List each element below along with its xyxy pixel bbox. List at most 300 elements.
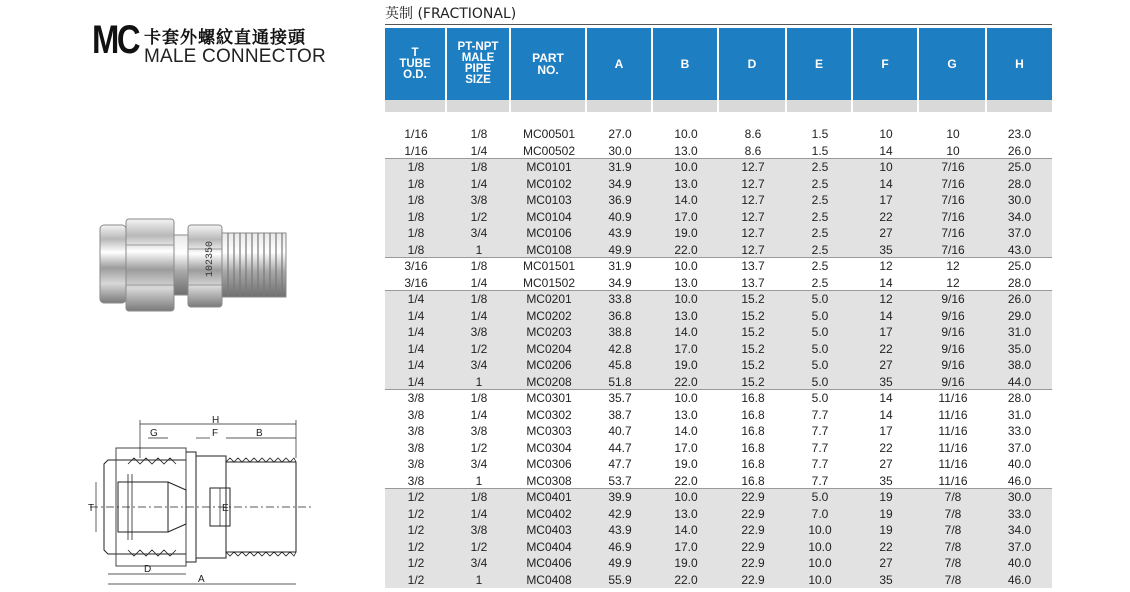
cell-d: 8.6 bbox=[744, 143, 762, 158]
table-row bbox=[385, 324, 1052, 341]
cell-a: 34.9 bbox=[608, 176, 632, 191]
table-row bbox=[385, 257, 1052, 275]
cell-part: MC0201 bbox=[526, 292, 572, 306]
cell-e: 2.5 bbox=[811, 242, 829, 257]
cell-h: 23.0 bbox=[1007, 127, 1032, 141]
cell-f: 27 bbox=[879, 556, 893, 570]
cell-part: MC0301 bbox=[526, 391, 572, 405]
cell-b: 14.0 bbox=[674, 193, 698, 207]
cell-h: 46.0 bbox=[1007, 473, 1032, 488]
cell-h: 28.0 bbox=[1007, 391, 1032, 405]
cell-part: MC0308 bbox=[526, 473, 572, 488]
column-header-d bbox=[719, 28, 787, 100]
column-header-line: SIZE bbox=[465, 74, 491, 86]
cell-pipe: 1/8 bbox=[470, 490, 488, 504]
cell-b: 17.0 bbox=[674, 341, 698, 356]
cell-pipe: 1/4 bbox=[470, 506, 488, 521]
table-row bbox=[385, 275, 1052, 292]
cell-t: 1/8 bbox=[407, 242, 425, 257]
cell-b: 13.0 bbox=[674, 143, 698, 158]
cell-f: 14 bbox=[879, 407, 893, 422]
table-row bbox=[385, 506, 1052, 523]
table-row bbox=[385, 539, 1052, 556]
column-header-g bbox=[919, 28, 987, 100]
cell-d: 15.2 bbox=[741, 292, 765, 306]
dim-label-t: T bbox=[88, 503, 95, 514]
table-row bbox=[385, 158, 1052, 176]
cell-h: 33.0 bbox=[1007, 424, 1032, 438]
cell-part: MC0302 bbox=[526, 407, 572, 422]
subheader-cell bbox=[987, 100, 1052, 112]
cell-b: 13.0 bbox=[674, 176, 698, 191]
cell-h: 28.0 bbox=[1007, 275, 1032, 290]
column-header-line: A bbox=[614, 57, 624, 71]
cell-h: 26.0 bbox=[1007, 143, 1032, 158]
cell-part: MC01501 bbox=[522, 259, 576, 273]
column-header-line: G bbox=[947, 57, 957, 71]
cell-f: 12 bbox=[879, 292, 893, 306]
cell-d: 8.6 bbox=[744, 127, 762, 141]
product-english-name: MALE CONNECTOR bbox=[144, 46, 326, 67]
cell-a: 30.0 bbox=[608, 143, 632, 158]
cell-h: 37.0 bbox=[1007, 539, 1032, 554]
cell-pipe: 3/4 bbox=[470, 358, 488, 372]
cell-a: 27.0 bbox=[608, 127, 632, 141]
table-row bbox=[385, 242, 1052, 259]
table-subheader bbox=[385, 100, 1052, 112]
cell-f: 27 bbox=[879, 457, 893, 471]
subheader-cell bbox=[919, 100, 987, 112]
cell-part: MC0203 bbox=[526, 325, 572, 339]
cell-f: 14 bbox=[879, 143, 893, 158]
cell-f: 22 bbox=[879, 209, 893, 224]
dim-label-e: E bbox=[222, 503, 229, 514]
dim-label-g: G bbox=[150, 428, 158, 439]
cell-e: 7.7 bbox=[811, 457, 829, 471]
column-header-line: MALE bbox=[461, 52, 495, 64]
cell-e: 2.5 bbox=[811, 193, 829, 207]
column-header-b bbox=[653, 28, 719, 100]
table-row bbox=[385, 126, 1052, 143]
cell-g: 9/16 bbox=[941, 358, 965, 372]
cell-t: 1/2 bbox=[407, 506, 425, 521]
cell-h: 38.0 bbox=[1007, 358, 1032, 372]
cell-h: 29.0 bbox=[1007, 308, 1032, 323]
cell-g: 7/8 bbox=[944, 506, 962, 521]
cell-part: MC00501 bbox=[522, 127, 576, 141]
dim-label-f: F bbox=[212, 428, 219, 439]
table-row bbox=[385, 176, 1052, 193]
cell-a: 31.9 bbox=[608, 160, 632, 174]
product-code: MC bbox=[92, 18, 139, 62]
cell-pipe: 3/8 bbox=[470, 523, 488, 537]
cell-t: 1/8 bbox=[407, 176, 425, 191]
cell-pipe: 1/2 bbox=[470, 539, 488, 554]
cell-g: 7/8 bbox=[944, 539, 962, 554]
cell-part: MC0103 bbox=[526, 193, 572, 207]
cell-t: 1/2 bbox=[407, 523, 425, 537]
cell-pipe: 1 bbox=[475, 242, 483, 257]
column-header-h bbox=[987, 28, 1052, 100]
cell-t: 1/8 bbox=[407, 209, 425, 224]
cell-h: 37.0 bbox=[1007, 440, 1032, 455]
table-row bbox=[385, 209, 1052, 226]
product-photo bbox=[98, 205, 298, 335]
cell-d: 22.9 bbox=[741, 506, 765, 521]
cell-a: 40.7 bbox=[608, 424, 632, 438]
cell-t: 1/2 bbox=[407, 556, 425, 570]
cell-h: 40.0 bbox=[1007, 457, 1032, 471]
column-header-line: PT-NPT bbox=[457, 41, 499, 53]
cell-h: 26.0 bbox=[1007, 292, 1032, 306]
cell-d: 13.7 bbox=[741, 275, 765, 290]
table-row bbox=[385, 522, 1052, 539]
cell-d: 16.8 bbox=[741, 473, 765, 488]
cell-e: 2.5 bbox=[811, 226, 829, 240]
column-header-a bbox=[587, 28, 653, 100]
cell-g: 7/8 bbox=[944, 490, 962, 504]
cell-d: 16.8 bbox=[741, 407, 765, 422]
cell-f: 35 bbox=[879, 572, 893, 587]
cell-b: 10.0 bbox=[674, 292, 698, 306]
cell-d: 15.2 bbox=[741, 325, 765, 339]
cell-g: 7/16 bbox=[941, 209, 965, 224]
cell-g: 11/16 bbox=[938, 391, 968, 405]
cell-h: 30.0 bbox=[1007, 193, 1032, 207]
cell-h: 44.0 bbox=[1007, 374, 1032, 389]
cell-pipe: 1/8 bbox=[470, 292, 488, 306]
cell-g: 11/16 bbox=[938, 473, 968, 488]
subheader-cell bbox=[653, 100, 719, 112]
cell-e: 5.0 bbox=[811, 292, 829, 306]
cell-part: MC0202 bbox=[526, 308, 572, 323]
cell-f: 14 bbox=[879, 391, 893, 405]
cell-a: 43.9 bbox=[608, 523, 632, 537]
cell-f: 35 bbox=[879, 473, 893, 488]
cell-f: 12 bbox=[879, 259, 893, 273]
cell-t: 3/8 bbox=[407, 440, 425, 455]
cell-f: 19 bbox=[879, 523, 893, 537]
cell-e: 7.7 bbox=[811, 424, 829, 438]
cell-part: MC0304 bbox=[526, 440, 572, 455]
column-header-line: T bbox=[411, 46, 419, 59]
cell-f: 10 bbox=[879, 160, 893, 174]
table-row bbox=[385, 572, 1052, 589]
cell-a: 55.9 bbox=[608, 572, 632, 587]
cell-d: 15.2 bbox=[741, 374, 765, 389]
cell-pipe: 1/2 bbox=[470, 341, 488, 356]
cell-d: 15.2 bbox=[741, 358, 765, 372]
cell-g: 7/8 bbox=[944, 556, 962, 570]
cell-g: 9/16 bbox=[941, 308, 965, 323]
cell-pipe: 1/4 bbox=[470, 407, 488, 422]
column-header-line: F bbox=[881, 57, 889, 71]
cell-h: 25.0 bbox=[1007, 259, 1032, 273]
cell-pipe: 1/2 bbox=[470, 209, 488, 224]
cell-t: 1/4 bbox=[407, 292, 425, 306]
cell-d: 12.7 bbox=[741, 226, 765, 240]
cell-e: 5.0 bbox=[811, 374, 829, 389]
cell-g: 7/16 bbox=[941, 176, 965, 191]
cell-d: 15.2 bbox=[741, 308, 765, 323]
title-rule bbox=[385, 24, 1052, 25]
cell-a: 34.9 bbox=[608, 275, 632, 290]
cell-part: MC0204 bbox=[526, 341, 572, 356]
cell-e: 2.5 bbox=[811, 275, 829, 290]
cell-g: 11/16 bbox=[938, 457, 968, 471]
column-header-e bbox=[787, 28, 853, 100]
cell-pipe: 3/8 bbox=[470, 424, 488, 438]
cell-h: 25.0 bbox=[1007, 160, 1032, 174]
cell-e: 5.0 bbox=[811, 325, 829, 339]
column-header-line: NO. bbox=[537, 63, 559, 77]
cell-t: 1/8 bbox=[407, 160, 425, 174]
cell-t: 1/16 bbox=[404, 127, 428, 141]
cell-h: 28.0 bbox=[1007, 176, 1032, 191]
cell-part: MC00502 bbox=[522, 143, 576, 158]
cell-pipe: 3/8 bbox=[470, 193, 488, 207]
cell-part: MC0401 bbox=[526, 490, 572, 504]
cell-e: 7.7 bbox=[811, 440, 829, 455]
cell-d: 13.7 bbox=[741, 259, 765, 273]
cell-a: 36.9 bbox=[608, 193, 632, 207]
cell-e: 7.7 bbox=[811, 407, 829, 422]
cell-pipe: 1 bbox=[475, 473, 483, 488]
subheader-cell bbox=[447, 100, 511, 112]
cell-a: 43.9 bbox=[608, 226, 632, 240]
cell-t: 1/8 bbox=[407, 226, 425, 240]
cell-d: 16.8 bbox=[741, 440, 765, 455]
cell-pipe: 3/4 bbox=[470, 556, 488, 570]
section-title: 英制 (FRACTIONAL) bbox=[385, 6, 517, 22]
cell-a: 46.9 bbox=[608, 539, 632, 554]
dim-label-h: H bbox=[212, 415, 220, 426]
cell-b: 10.0 bbox=[674, 490, 698, 504]
cell-b: 13.0 bbox=[674, 308, 698, 323]
cell-t: 1/2 bbox=[407, 490, 425, 504]
cell-t: 3/8 bbox=[407, 391, 425, 405]
cell-h: 30.0 bbox=[1007, 490, 1032, 504]
table-row bbox=[385, 555, 1052, 572]
cell-g: 10 bbox=[946, 127, 960, 141]
column-header-line: PIPE bbox=[464, 63, 492, 75]
body-marking: 102350 bbox=[205, 240, 216, 277]
cell-pipe: 1/4 bbox=[470, 275, 488, 290]
cell-a: 49.9 bbox=[608, 556, 632, 570]
subheader-cell bbox=[385, 100, 447, 112]
cell-g: 11/16 bbox=[938, 440, 968, 455]
cell-part: MC0104 bbox=[526, 209, 572, 224]
cell-pipe: 1/2 bbox=[470, 440, 488, 455]
cell-g: 12 bbox=[946, 259, 960, 273]
column-header-line: TUBE bbox=[399, 57, 431, 70]
cell-part: MC0406 bbox=[526, 556, 572, 570]
table-row bbox=[385, 389, 1052, 407]
table-row bbox=[385, 374, 1052, 391]
cell-f: 22 bbox=[879, 440, 893, 455]
cell-g: 7/16 bbox=[941, 193, 965, 207]
column-header-line: PART bbox=[532, 51, 564, 65]
cell-b: 14.0 bbox=[674, 424, 698, 438]
cell-f: 14 bbox=[879, 176, 893, 191]
cell-pipe: 1/8 bbox=[470, 391, 488, 405]
cell-d: 12.7 bbox=[741, 160, 765, 174]
cell-part: MC01502 bbox=[522, 275, 576, 290]
column-header-pipe bbox=[447, 28, 511, 100]
cell-b: 22.0 bbox=[674, 572, 698, 587]
dimension-drawing bbox=[86, 412, 318, 592]
cell-h: 35.0 bbox=[1007, 341, 1032, 356]
cell-e: 7.0 bbox=[811, 506, 829, 521]
cell-e: 5.0 bbox=[811, 341, 829, 356]
cell-b: 10.0 bbox=[674, 391, 698, 405]
cell-e: 5.0 bbox=[811, 391, 829, 405]
cell-d: 22.9 bbox=[741, 490, 765, 504]
cell-pipe: 1/4 bbox=[470, 143, 488, 158]
cell-d: 22.9 bbox=[741, 556, 765, 570]
cell-e: 2.5 bbox=[811, 176, 829, 191]
column-header-line: H bbox=[1015, 57, 1024, 71]
cell-e: 2.5 bbox=[811, 209, 829, 224]
cell-e: 5.0 bbox=[811, 308, 829, 323]
cell-part: MC0102 bbox=[526, 176, 572, 191]
cell-g: 11/16 bbox=[938, 424, 968, 438]
subheader-cell bbox=[511, 100, 587, 112]
cell-a: 42.9 bbox=[608, 506, 632, 521]
cell-g: 7/16 bbox=[941, 242, 965, 257]
cell-t: 1/4 bbox=[407, 341, 425, 356]
cell-t: 1/8 bbox=[407, 193, 425, 207]
table-row bbox=[385, 308, 1052, 325]
dim-label-a: A bbox=[198, 574, 205, 585]
cell-h: 46.0 bbox=[1007, 572, 1032, 587]
cell-f: 17 bbox=[879, 424, 893, 438]
cell-part: MC0208 bbox=[526, 374, 572, 389]
cell-a: 39.9 bbox=[608, 490, 632, 504]
cell-t: 1/4 bbox=[407, 308, 425, 323]
cell-b: 13.0 bbox=[674, 407, 698, 422]
column-header-line: B bbox=[680, 57, 690, 71]
cell-g: 7/8 bbox=[944, 572, 962, 587]
cell-d: 22.9 bbox=[741, 523, 765, 537]
cell-t: 3/8 bbox=[407, 457, 425, 471]
cell-g: 9/16 bbox=[941, 325, 965, 339]
cell-pipe: 1/8 bbox=[470, 160, 488, 174]
cell-h: 34.0 bbox=[1007, 209, 1032, 224]
cell-f: 35 bbox=[879, 242, 893, 257]
cell-e: 10.0 bbox=[808, 572, 832, 587]
cell-e: 2.5 bbox=[811, 160, 829, 174]
cell-f: 10 bbox=[879, 127, 893, 141]
cell-g: 9/16 bbox=[941, 341, 965, 356]
cell-t: 3/8 bbox=[407, 424, 425, 438]
cell-a: 36.8 bbox=[608, 308, 632, 323]
cell-a: 38.7 bbox=[608, 407, 632, 422]
cell-g: 7/16 bbox=[941, 226, 965, 240]
column-header-line: E bbox=[814, 57, 823, 71]
cell-e: 1.5 bbox=[811, 127, 829, 141]
cell-f: 17 bbox=[879, 325, 893, 339]
cell-h: 33.0 bbox=[1007, 506, 1032, 521]
cell-pipe: 3/4 bbox=[470, 457, 488, 471]
cell-d: 15.2 bbox=[741, 341, 765, 356]
cell-b: 13.0 bbox=[674, 275, 698, 290]
cell-g: 7/16 bbox=[941, 160, 965, 174]
table-body bbox=[385, 126, 1052, 588]
cell-b: 19.0 bbox=[674, 457, 698, 471]
cell-t: 1/2 bbox=[407, 539, 425, 554]
table-row bbox=[385, 225, 1052, 242]
cell-t: 1/4 bbox=[407, 325, 425, 339]
cell-part: MC0206 bbox=[526, 358, 572, 372]
cell-e: 1.5 bbox=[811, 143, 829, 158]
cell-t: 1/4 bbox=[407, 374, 425, 389]
cell-d: 12.7 bbox=[741, 242, 765, 257]
cell-f: 35 bbox=[879, 374, 893, 389]
cell-g: 9/16 bbox=[941, 292, 965, 306]
cell-pipe: 1/8 bbox=[470, 259, 488, 273]
subheader-cell bbox=[853, 100, 919, 112]
table-header bbox=[385, 28, 1052, 100]
cell-pipe: 1 bbox=[475, 572, 483, 587]
cell-part: MC0101 bbox=[526, 160, 572, 174]
cell-t: 1/2 bbox=[407, 572, 425, 587]
cell-e: 7.7 bbox=[811, 473, 829, 488]
cell-d: 12.7 bbox=[741, 176, 765, 191]
cell-e: 10.0 bbox=[808, 539, 832, 554]
cell-b: 22.0 bbox=[674, 374, 698, 389]
cell-part: MC0303 bbox=[526, 424, 572, 438]
column-header-f bbox=[853, 28, 919, 100]
subheader-cell bbox=[719, 100, 787, 112]
cell-a: 45.8 bbox=[608, 358, 632, 372]
cell-g: 7/8 bbox=[944, 523, 962, 537]
cell-t: 1/16 bbox=[404, 143, 428, 158]
cell-b: 14.0 bbox=[674, 325, 698, 339]
cell-g: 11/16 bbox=[938, 407, 968, 422]
cell-pipe: 3/8 bbox=[470, 325, 488, 339]
table-row bbox=[385, 290, 1052, 308]
cell-f: 22 bbox=[879, 539, 893, 554]
cell-h: 31.0 bbox=[1007, 407, 1032, 422]
cell-part: MC0106 bbox=[526, 226, 572, 240]
cell-d: 16.8 bbox=[741, 391, 765, 405]
cell-e: 5.0 bbox=[811, 490, 829, 504]
cell-t: 3/16 bbox=[404, 259, 428, 273]
cell-h: 40.0 bbox=[1007, 556, 1032, 570]
cell-b: 17.0 bbox=[674, 440, 698, 455]
cell-g: 12 bbox=[946, 275, 960, 290]
column-header-line: O.D. bbox=[403, 68, 427, 81]
column-header-part bbox=[511, 28, 587, 100]
product-chinese-name: 卡套外螺紋直通接頭 bbox=[144, 28, 306, 48]
cell-d: 22.9 bbox=[741, 539, 765, 554]
cell-pipe: 1/8 bbox=[470, 127, 488, 141]
cell-b: 10.0 bbox=[674, 160, 698, 174]
table-row bbox=[385, 341, 1052, 358]
cell-part: MC0306 bbox=[526, 457, 572, 471]
cell-b: 13.0 bbox=[674, 506, 698, 521]
table-row bbox=[385, 473, 1052, 490]
cell-part: MC0402 bbox=[526, 506, 572, 521]
cell-pipe: 3/4 bbox=[470, 226, 488, 240]
cell-f: 19 bbox=[879, 490, 893, 504]
cell-part: MC0403 bbox=[526, 523, 572, 537]
cell-e: 5.0 bbox=[811, 358, 829, 372]
column-header-t bbox=[385, 28, 447, 100]
cell-a: 47.7 bbox=[608, 457, 632, 471]
cell-h: 43.0 bbox=[1007, 242, 1032, 257]
